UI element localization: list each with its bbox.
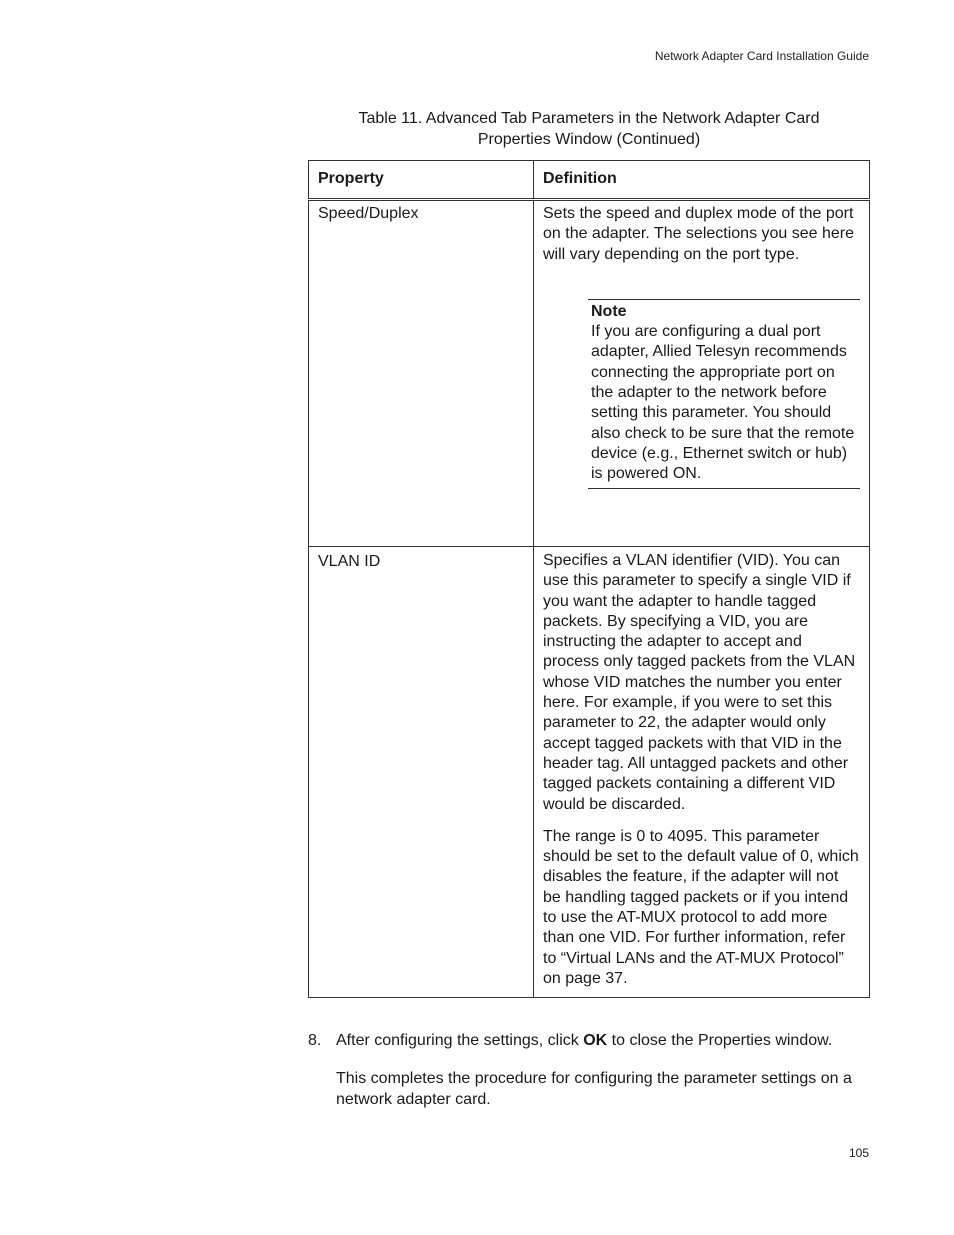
property-name: Speed/Duplex <box>318 205 419 222</box>
table-row <box>309 547 870 998</box>
followup-paragraph: This completes the procedure for configuring the parameter settings on a network adapter card. <box>336 1070 852 1108</box>
note-text: If you are configuring a dual port adapter, Allied Telesyn recommends connecting the appropriate port on the adapter to the network before setting this parameter. You should also check to be sure that the remote device (e.g., Ethernet switch or hub) is powered ON. <box>591 323 855 483</box>
note-box <box>588 299 860 489</box>
definition-text: Sets the speed and duplex mode of the port on the adapter. The selections you see here will vary depending on the port type. <box>543 205 855 263</box>
step-text <box>336 1031 888 1051</box>
caption-line-1: Table 11. Advanced Tab Parameters in the Network Adapter Card <box>358 110 820 127</box>
table-header-row <box>309 161 870 200</box>
table-row <box>309 200 870 547</box>
table-caption <box>308 108 870 150</box>
running-header: Network Adapter Card Installation Guide <box>654 49 869 63</box>
step-text-before: After configuring the settings, click <box>336 1032 584 1049</box>
column-header-definition: Definition <box>534 161 870 200</box>
caption-line-2: Properties Window (Continued) <box>477 131 701 148</box>
definition-text: Specifies a VLAN identifier (VID). You can use this parameter to specify a single VID if you want the adapter to handle tagged packets. By specifying a VID, you are instructing the adapter to accept and process only tagged packets from the VLAN whose VID matches the number you enter here. For example, if you were to set this parameter to 22, the adapter would only accept tagged packets with that VID in the header tag. All untagged packets and other tagged packets containing a different VID would be discarded. <box>543 552 856 813</box>
note-title: Note <box>591 302 627 320</box>
page-number: 105 <box>848 1146 869 1160</box>
definition-text-2: The range is 0 to 4095. This parameter should be set to the default value of 0, which disables the feature, if the adapter will not be handling tagged packets or if you intend to use the AT-MUX protocol to add more than one VID. For further information, refer to “Virtual LANs and the AT-MUX Protocol” on page 37. <box>543 827 859 987</box>
parameters-table <box>308 160 870 998</box>
step-text-after: to close the Properties window. <box>607 1032 833 1049</box>
ok-label: OK <box>583 1032 608 1049</box>
definition-cell <box>534 547 870 998</box>
property-name: VLAN ID <box>318 553 381 570</box>
column-header-property: Property <box>309 161 534 200</box>
procedure-step <box>308 1031 888 1051</box>
property-cell <box>309 547 534 998</box>
property-cell <box>309 200 534 547</box>
step-number: 8. <box>308 1032 322 1049</box>
definition-cell <box>534 200 870 547</box>
